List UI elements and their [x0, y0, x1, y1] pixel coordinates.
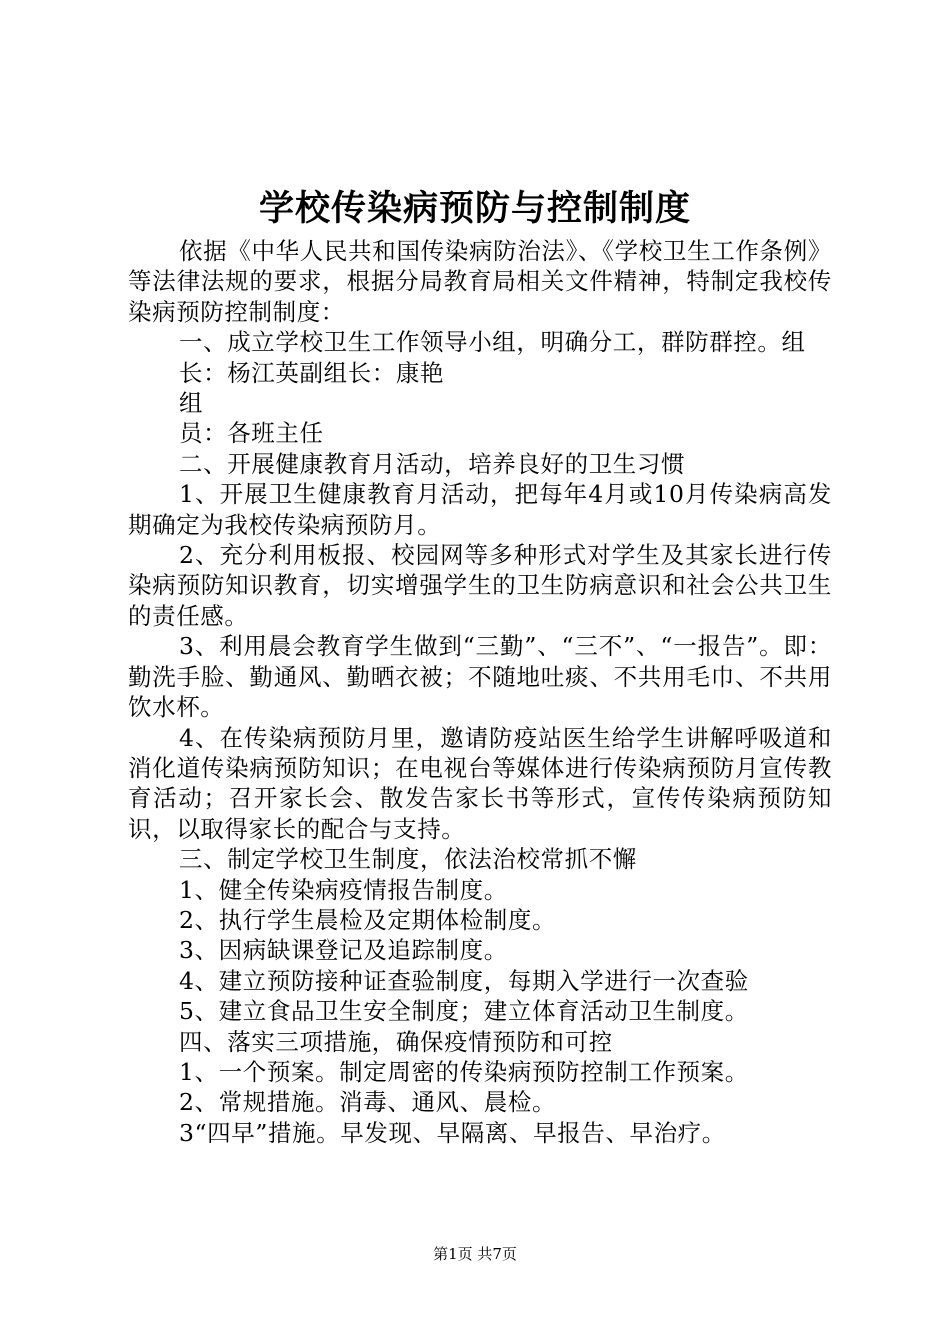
paragraph-section-2-item-4: 4、在传染病预防月里，邀请防疫站医生给学生讲解呼吸道和消化道传染病预防知识；在电视台等媒体进行传染病预防月宣传教育活动；召开家长会、散发告家长书等形式，宣传传染病预防知识，以取得家长的配合与支持。 [128, 723, 832, 843]
paragraph-group-members: 员：各班主任 [179, 419, 324, 448]
document-title: 学校传染病预防与控制制度 [258, 188, 691, 229]
paragraph-section-4-item-3: 3“四早”措施。早发现、早隔离、早报告、早治疗。 [179, 1118, 726, 1147]
paragraph-section-2-heading: 二、开展健康教育月活动，培养良好的卫生习惯 [179, 449, 686, 478]
paragraph-section-4-heading: 四、落实三项措施，确保疫情预防和可控 [179, 1027, 613, 1056]
document-body [128, 236, 832, 1148]
page-footer: 第1页 共7页 [433, 1245, 517, 1263]
paragraph-section-2-item-1: 1、开展卫生健康教育月活动，把每年4月或10月传染病高发期确定为我校传染病预防月。 [128, 480, 832, 539]
paragraph-group-label: 组 [179, 389, 204, 418]
paragraph-section-3-item-1: 1、健全传染病疫情报告制度。 [179, 875, 508, 904]
paragraph-section-3-heading: 三、制定学校卫生制度，依法治校常抓不懈 [179, 845, 637, 874]
paragraph-section-2-item-2: 2、充分利用板报、校园网等多种形式对学生及其家长进行传染病预防知识教育，切实增强学生的卫生防病意识和社会公共卫生的责任感。 [128, 541, 832, 630]
paragraph-section-3-item-3: 3、因病缺课登记及追踪制度。 [179, 936, 508, 965]
paragraph-section-3-item-2: 2、执行学生晨检及定期体检制度。 [179, 905, 557, 934]
paragraph-section-3-item-5: 5、建立食品卫生安全制度；建立体育活动卫生制度。 [179, 997, 749, 1026]
paragraph-group-leader: 长：杨江英副组长：康艳 [179, 358, 445, 387]
paragraph-section-2-item-3: 3、利用晨会教育学生做到“三勤”、“三不”、“一报告”。即：勤洗手脸、勤通风、勤晒衣被；不随地吐痰、不共用毛巾、不共用饮水杯。 [128, 632, 832, 722]
paragraph-intro: 依据《中华人民共和国传染病防治法》、《学校卫生工作条例》等法律法规的要求，根据分局教育局相关文件精神，特制定我校传染病预防控制制度： [128, 237, 832, 326]
paragraph-section-1-heading: 一、成立学校卫生工作领导小组，明确分工，群防群控。组 [179, 328, 806, 357]
paragraph-section-4-item-2: 2、常规措施。消毒、通风、晨检。 [179, 1088, 557, 1117]
paragraph-section-4-item-1: 1、一个预案。制定周密的传染病预防控制工作预案。 [179, 1057, 749, 1086]
paragraph-section-3-item-4: 4、建立预防接种证查验制度，每期入学进行一次查验 [179, 966, 749, 995]
